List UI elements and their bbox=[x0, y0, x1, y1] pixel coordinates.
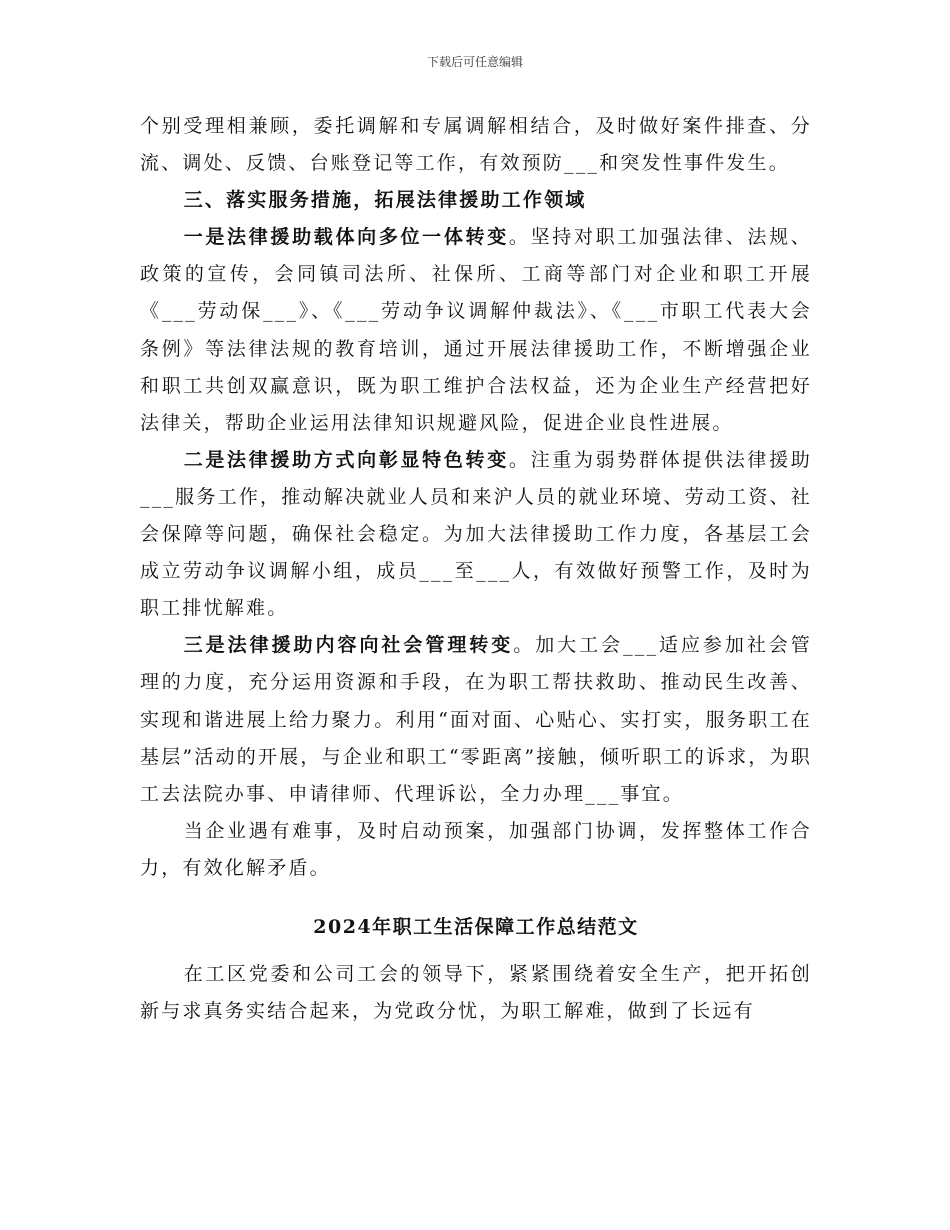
item-2-text: 。注重为弱势群体提供法律援助___服务工作，推动解决就业人员和来沪人员的就业环境、劳动工资、社会保障等问题，确保社会稳定。为加大法律援助工作力度，各基层工会成立劳动争议调解小组，成员___至___人，有效做好预警工作，及时为职工排忧解难。 bbox=[140, 448, 812, 620]
item-1-lead: 一是法律援助载体向多位一体转变 bbox=[183, 226, 509, 249]
paragraph-doc2-intro: 在工区党委和公司工会的领导下，紧紧围绕着安全生产，把开拓创新与求真务实结合起来，为党政分忧，为职工解难，做到了长远有 bbox=[140, 962, 812, 1023]
item-3-lead: 三是法律援助内容向社会管理转变 bbox=[183, 634, 514, 657]
item-3-text: 。加大工会___适应参加社会管理的力度，充分运用资源和手段，在为职工帮扶救助、推动民生改善、实现和谐进展上给力聚力。利用“面对面、心贴心、实打实，服务职工在基层”活动的开展，与企业和职工“零距离”接触，倾听职工的诉求，为职工去法院办事、申请律师、代理诉讼，全力办理___事宜。 bbox=[140, 634, 812, 805]
paragraph-closing: 当企业遇有难事，及时启动预案，加强部门协调，发挥整体工作合力，有效化解矛盾。 bbox=[140, 819, 812, 879]
document-title: 2024年职工生活保障工作总结范文 bbox=[313, 915, 639, 938]
page-header: 下载后可任意编辑 bbox=[426, 55, 523, 69]
item-2-lead: 二是法律援助方式向彰显特色转变 bbox=[183, 448, 509, 471]
paragraph-item-1 bbox=[140, 219, 812, 442]
paragraph-continuation: 个别受理相兼顾，委托调解和专属调解相结合，及时做好案件排查、分流、调处、反馈、台账登记等工作，有效预防___和突发性事件发生。 bbox=[140, 115, 812, 175]
document-body bbox=[140, 108, 812, 1030]
paragraph-item-2 bbox=[140, 442, 812, 627]
section-heading: 三、落实服务措施，拓展法律援助工作领域 bbox=[183, 189, 587, 212]
item-1-text: 。坚持对职工加强法律、法规、政策的宣传，会同镇司法所、社保所、工商等部门对企业和职工开展《___劳动保___》、《___劳动争议调解仲裁法》、《___市职工代表大会条例》等法律法规的教育培训，通过开展法律援助工作，不断增强企业和职工共创双赢意识，既为职工维护合法权益，还为企业生产经营把好法律关，帮助企业运用法律知识规避风险，促进企业良性进展。 bbox=[140, 226, 812, 434]
paragraph-item-3 bbox=[140, 627, 812, 812]
